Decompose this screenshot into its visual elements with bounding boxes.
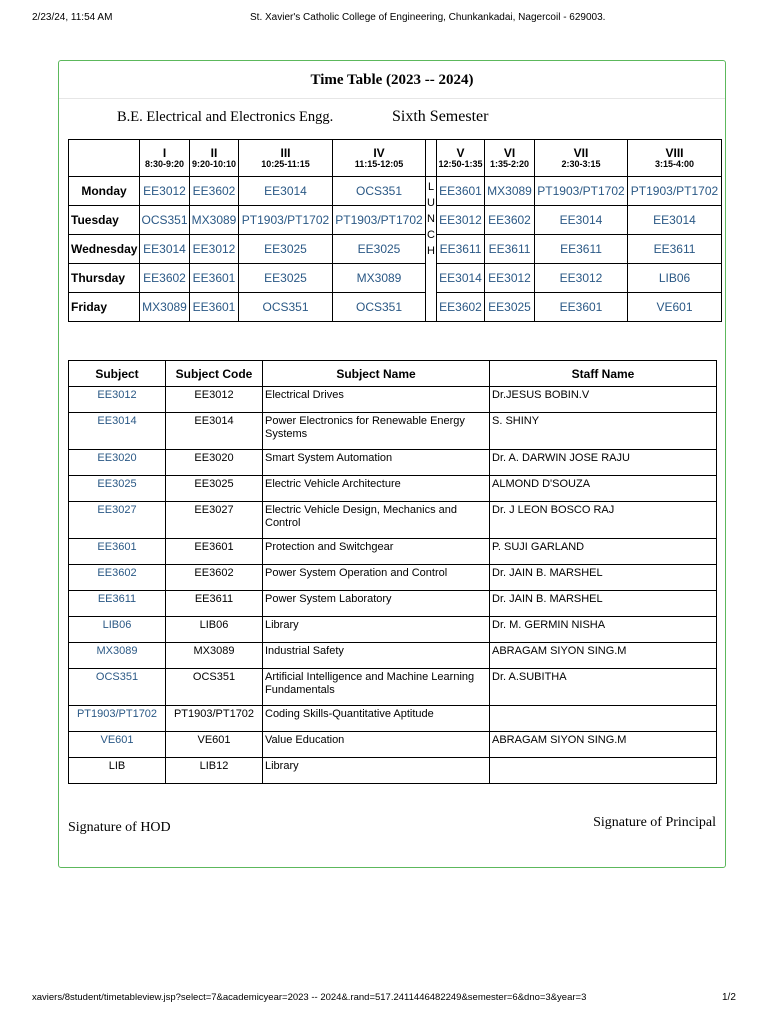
- period-time: 3:15-4:00: [654, 158, 695, 169]
- subject-row: [69, 706, 717, 732]
- subject-row: [69, 617, 717, 643]
- timetable-cell: [140, 177, 190, 206]
- subject-code-link[interactable]: EE3602: [488, 213, 531, 227]
- period-header: [535, 140, 628, 177]
- subject-row: [69, 732, 717, 758]
- day-label: Monday: [69, 177, 140, 206]
- timetable-cell: [535, 177, 628, 206]
- subject-code-link[interactable]: OCS351: [141, 213, 188, 227]
- print-college-title: St. Xavier's Catholic College of Engineering, Chunkankadai, Nagercoil - 629003.: [250, 12, 606, 23]
- subject-link[interactable]: EE3025: [69, 476, 166, 502]
- lunch-letter: N: [427, 213, 435, 225]
- subject-name: Power Electronics for Renewable Energy Systems: [263, 413, 490, 450]
- timetable-cell: [140, 293, 190, 322]
- period-number: II: [210, 145, 218, 160]
- subject-row: [69, 591, 717, 617]
- subject-code-link[interactable]: MX3089: [191, 213, 237, 227]
- subject-name: Value Education: [263, 732, 490, 758]
- subject-code-link[interactable]: OCS351: [355, 184, 403, 198]
- period-number: VII: [573, 145, 589, 160]
- timetable-cell: [628, 293, 722, 322]
- subject-code-link[interactable]: EE3611: [488, 242, 531, 256]
- staff-name: [490, 758, 717, 784]
- subject-link[interactable]: EE3012: [69, 387, 166, 413]
- subject-code-link[interactable]: EE3025: [357, 242, 401, 256]
- day-label: Wednesday: [69, 235, 140, 264]
- subject-code-link[interactable]: VE601: [656, 300, 693, 314]
- subject-name: Power System Laboratory: [263, 591, 490, 617]
- period-header: [190, 140, 239, 177]
- subject-code-link[interactable]: PT1903/PT1702: [335, 213, 423, 227]
- subject-row: [69, 502, 717, 539]
- subject-code: EE3602: [166, 565, 263, 591]
- subject-code-link[interactable]: OCS351: [262, 300, 309, 314]
- lunch-letter: L: [427, 181, 435, 193]
- subject-row: [69, 758, 717, 784]
- period-number: V: [456, 145, 465, 160]
- subject-column-header: Subject: [69, 361, 166, 387]
- timetable-cell: [437, 177, 485, 206]
- subject-code-link[interactable]: MX3089: [356, 271, 402, 285]
- timetable-cell: [485, 235, 535, 264]
- department-label: B.E. Electrical and Electronics Engg.: [117, 109, 334, 125]
- staff-name: S. SHINY: [490, 413, 717, 450]
- subject-code-link[interactable]: EE3025: [488, 300, 531, 314]
- subject-link[interactable]: PT1903/PT1702: [69, 706, 166, 732]
- timetable-cell: [239, 264, 333, 293]
- subject-table: [68, 360, 717, 784]
- period-time: 11:15-12:05: [354, 158, 404, 169]
- subject-code: EE3020: [166, 450, 263, 476]
- period-number: VI: [503, 145, 516, 160]
- period-time: 1:35-2:20: [489, 158, 530, 169]
- subject-name: Power System Operation and Control: [263, 565, 490, 591]
- subject-code: LIB06: [166, 617, 263, 643]
- period-header: [628, 140, 722, 177]
- subject-row: [69, 450, 717, 476]
- print-datetime: 2/23/24, 11:54 AM: [32, 12, 113, 23]
- timetable-cell: [239, 293, 333, 322]
- subject-code-link[interactable]: MX3089: [487, 184, 532, 198]
- subject-code-link[interactable]: EE3012: [192, 242, 236, 256]
- subject-code: LIB12: [166, 758, 263, 784]
- period-number: I: [162, 145, 167, 160]
- timetable-header-row: [69, 140, 722, 177]
- subject-code: EE3025: [166, 476, 263, 502]
- staff-name: ABRAGAM SIYON SING.M: [490, 643, 717, 669]
- timetable-body: [69, 177, 722, 322]
- subject-name: Artificial Intelligence and Machine Learning Fundamentals: [263, 669, 490, 706]
- subject-code-link[interactable]: EE3025: [264, 242, 307, 256]
- timetable-cell: [437, 264, 485, 293]
- subject-code-link[interactable]: OCS351: [355, 300, 403, 314]
- timetable-panel: [58, 60, 726, 868]
- subject-code-link[interactable]: EE3601: [192, 271, 236, 285]
- subject-code-link[interactable]: LIB06: [658, 271, 691, 285]
- timetable-row: [69, 264, 722, 293]
- hod-signature-label: Signature of HOD: [68, 820, 171, 835]
- timetable-cell: [437, 206, 485, 235]
- subject-code: EE3014: [166, 413, 263, 450]
- period-time: 8:30-9:20: [144, 158, 185, 169]
- subject-code: PT1903/PT1702: [166, 706, 263, 732]
- timetable-cell: [239, 235, 333, 264]
- timetable-grid: [68, 139, 722, 322]
- timetable-cell: [239, 206, 333, 235]
- subject-code-link[interactable]: EE3014: [264, 184, 307, 198]
- period-number: IV: [373, 145, 385, 160]
- period-number: VIII: [665, 145, 684, 160]
- subject-row: [69, 539, 717, 565]
- timetable-row: [69, 206, 722, 235]
- subject-row: [69, 413, 717, 450]
- subject-link[interactable]: EE3602: [69, 565, 166, 591]
- period-number: III: [280, 145, 291, 160]
- period-time: 12:50-1:35: [438, 158, 483, 169]
- staff-name: Dr. A.SUBITHA: [490, 669, 717, 706]
- subject-code-link[interactable]: MX3089: [142, 300, 187, 314]
- subject-code-link[interactable]: EE3611: [653, 242, 696, 256]
- timetable-cell: [140, 264, 190, 293]
- subject-code: EE3027: [166, 502, 263, 539]
- subject-name-column-header: Subject Name: [263, 361, 490, 387]
- timetable-cell: [535, 206, 628, 235]
- subject-name: Coding Skills-Quantitative Aptitude: [263, 706, 490, 732]
- lunch-break-column: [426, 177, 437, 322]
- subject-code-link[interactable]: EE3014: [439, 271, 482, 285]
- subject-code-link[interactable]: PT1903/PT1702: [537, 184, 625, 198]
- timetable-cell: [333, 206, 426, 235]
- subject-link[interactable]: MX3089: [69, 643, 166, 669]
- staff-name: ABRAGAM SIYON SING.M: [490, 732, 717, 758]
- subject-row: [69, 669, 717, 706]
- subject-name: Industrial Safety: [263, 643, 490, 669]
- staff-name: Dr. M. GERMIN NISHA: [490, 617, 717, 643]
- subject-code-link[interactable]: EE3611: [560, 242, 602, 256]
- lunch-letter: C: [427, 229, 435, 241]
- timetable-cell: [190, 293, 239, 322]
- subject-code-link[interactable]: EE3601: [192, 300, 236, 314]
- print-page-number: 1/2: [722, 992, 736, 1003]
- subject-code-link[interactable]: EE3602: [143, 271, 186, 285]
- subject-name: Library: [263, 617, 490, 643]
- subject-code-link[interactable]: EE3014: [653, 213, 696, 227]
- subject-code-link[interactable]: EE3601: [439, 184, 482, 198]
- subject-link[interactable]: OCS351: [69, 669, 166, 706]
- subject-code: EE3012: [166, 387, 263, 413]
- period-time: 10:25-11:15: [261, 158, 310, 169]
- lunch-header-cell: [426, 140, 437, 177]
- timetable-row: [69, 235, 722, 264]
- subject-row: [69, 565, 717, 591]
- period-header: [239, 140, 333, 177]
- timetable-cell: [485, 264, 535, 293]
- day-label: Friday: [69, 293, 140, 322]
- staff-name-column-header: Staff Name: [490, 361, 717, 387]
- timetable-cell: [485, 177, 535, 206]
- timetable-cell: [485, 293, 535, 322]
- subject-link[interactable]: EE3020: [69, 450, 166, 476]
- period-time: 9:20-10:10: [191, 158, 237, 169]
- timetable-cell: [333, 264, 426, 293]
- timetable-cell: [437, 235, 485, 264]
- timetable-cell: [535, 235, 628, 264]
- subject-code-link[interactable]: EE3602: [192, 184, 236, 198]
- subject-code: OCS351: [166, 669, 263, 706]
- timetable-cell: [437, 293, 485, 322]
- timetable-cell: [190, 177, 239, 206]
- lunch-letter: U: [427, 197, 435, 209]
- timetable-row: [69, 293, 722, 322]
- subject-code-link[interactable]: EE3611: [439, 242, 482, 256]
- subject-link[interactable]: EE3611: [69, 591, 166, 617]
- staff-name: Dr. J LEON BOSCO RAJ: [490, 502, 717, 539]
- timetable-cell: [535, 293, 628, 322]
- panel-title: Time Table (2023 -- 2024): [59, 61, 725, 99]
- staff-name: Dr. JAIN B. MARSHEL: [490, 565, 717, 591]
- timetable-row: [69, 177, 722, 206]
- subject-row: [69, 387, 717, 413]
- timetable-cell: [628, 206, 722, 235]
- staff-name: Dr. A. DARWIN JOSE RAJU: [490, 450, 717, 476]
- period-header: [485, 140, 535, 177]
- subject-code-link[interactable]: EE3012: [559, 271, 603, 285]
- principal-signature-label: Signature of Principal: [593, 815, 716, 830]
- timetable-cell: [333, 235, 426, 264]
- subject-code: VE601: [166, 732, 263, 758]
- timetable-cell: [190, 264, 239, 293]
- subject-code-link[interactable]: EE3012: [439, 213, 482, 227]
- subject-link[interactable]: LIB06: [69, 617, 166, 643]
- subject-name: Electrical Drives: [263, 387, 490, 413]
- timetable-cell: [239, 177, 333, 206]
- subject-code-link[interactable]: PT1903/PT1702: [241, 213, 330, 227]
- subject-code-link[interactable]: PT1903/PT1702: [630, 184, 719, 198]
- subject-row: [69, 643, 717, 669]
- period-header: [437, 140, 485, 177]
- day-label: Tuesday: [69, 206, 140, 235]
- timetable-cell: [628, 264, 722, 293]
- staff-name: P. SUJI GARLAND: [490, 539, 717, 565]
- subject-code-link[interactable]: EE3014: [143, 242, 186, 256]
- subject-link[interactable]: EE3014: [69, 413, 166, 450]
- subject-name: Protection and Switchgear: [263, 539, 490, 565]
- subject-name: Electric Vehicle Design, Mechanics and Control: [263, 502, 490, 539]
- timetable-cell: [535, 264, 628, 293]
- timetable-cell: [485, 206, 535, 235]
- subject-name: Smart System Automation: [263, 450, 490, 476]
- staff-name: [490, 706, 717, 732]
- timetable-cell: [333, 177, 426, 206]
- day-label: Thursday: [69, 264, 140, 293]
- subject-code-link[interactable]: EE3601: [559, 300, 603, 314]
- subject-link: LIB: [69, 758, 166, 784]
- timetable-cell: [628, 177, 722, 206]
- timetable-cell: [140, 206, 190, 235]
- timetable-cell: [190, 206, 239, 235]
- period-header: [140, 140, 190, 177]
- staff-name: Dr.JESUS BOBIN.V: [490, 387, 717, 413]
- lunch-letter: H: [427, 245, 435, 257]
- subject-code-link[interactable]: EE3602: [439, 300, 482, 314]
- staff-name: ALMOND D'SOUZA: [490, 476, 717, 502]
- subject-code: EE3611: [166, 591, 263, 617]
- subject-code-link[interactable]: EE3012: [143, 184, 186, 198]
- subject-code-link[interactable]: EE3012: [488, 271, 531, 285]
- timetable-corner-cell: [69, 140, 140, 177]
- timetable-cell: [190, 235, 239, 264]
- subject-row: [69, 476, 717, 502]
- subject-code-link[interactable]: EE3025: [264, 271, 307, 285]
- subject-link[interactable]: EE3027: [69, 502, 166, 539]
- period-time: 2:30-3:15: [561, 158, 601, 169]
- print-url: xaviers/8student/timetableview.jsp?select=7&academicyear=2023 -- 2024&.rand=517.2411446482249&semester=6&dno=3&year=3: [32, 992, 587, 1003]
- subject-code: EE3601: [166, 539, 263, 565]
- timetable-cell: [140, 235, 190, 264]
- timetable-cell: [628, 235, 722, 264]
- subject-table-body: [69, 387, 717, 784]
- subject-link[interactable]: EE3601: [69, 539, 166, 565]
- subject-link[interactable]: VE601: [69, 732, 166, 758]
- subject-name: Library: [263, 758, 490, 784]
- staff-name: Dr. JAIN B. MARSHEL: [490, 591, 717, 617]
- subject-code-column-header: Subject Code: [166, 361, 263, 387]
- subject-name: Electric Vehicle Architecture: [263, 476, 490, 502]
- subject-table-header: [69, 361, 717, 387]
- period-header: [333, 140, 426, 177]
- timetable-cell: [333, 293, 426, 322]
- subject-code-link[interactable]: EE3014: [559, 213, 603, 227]
- subject-code: MX3089: [166, 643, 263, 669]
- semester-label: Sixth Semester: [392, 108, 489, 125]
